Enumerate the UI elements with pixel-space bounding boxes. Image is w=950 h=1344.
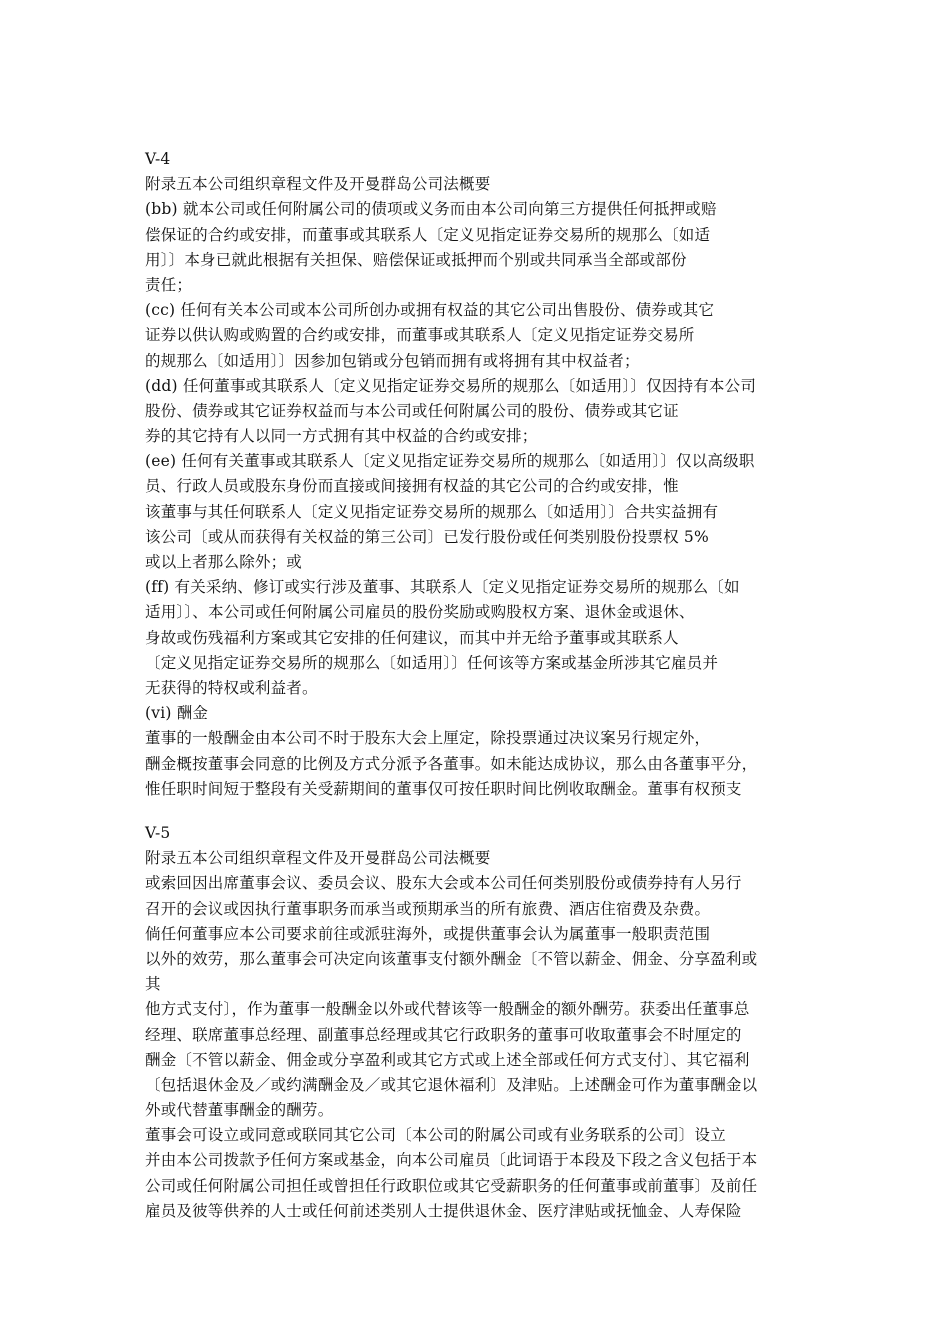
page-section-v4 (145, 147, 845, 802)
text-line: 倘任何董事应本公司要求前往或派驻海外，或提供董事会认为属董事一般职责范围 (145, 924, 711, 943)
text-line: 无获得的特权或利益者。 (145, 678, 318, 697)
text-line: 雇员及彼等供养的人士或任何前述类别人士提供退休金、医疗津贴或抚恤金、人寿保险 (145, 1201, 742, 1220)
text-line: 员、行政人员或股东身份而直接或间接拥有权益的其它公司的合约或安排，惟 (145, 477, 679, 496)
page-number: V-4 (145, 150, 171, 168)
text-line: 用〕〕本身已就此根据有关担保、赔偿保证或抵押而个别或共同承当全部或部份 (145, 250, 687, 269)
text-line: (ee) 任何有关董事或其联系人〔定义见指定证券交易所的规那么〔如适用〕〕仅以高级职 (145, 452, 755, 471)
text-line: 适用〕〕、本公司或任何附属公司雇员的股份奖励或购股权方案、退休金或退休、 (145, 603, 695, 622)
section-heading: (vi) 酬金 (145, 704, 209, 723)
text-line: 以外的效劳，那么董事会可决定向该董事支付额外酬金〔不管以薪金、佣金、分享盈利或 (145, 949, 758, 968)
text-line: 股份、债券或其它证券权益而与本公司或任何附属公司的股份、债券或其它证 (145, 401, 679, 420)
text-line: 该董事与其任何联系人〔定义见指定证券交易所的规那么〔如适用〕〕合共实益拥有 (145, 502, 719, 521)
text-line: 酬金〔不管以薪金、佣金或分享盈利或其它方式或上述全部或任何方式支付〕、其它福利 (145, 1050, 750, 1069)
text-line: (dd) 任何董事或其联系人〔定义见指定证券交易所的规那么〔如适用〕〕仅因持有本公司 (145, 376, 757, 395)
text-line: 偿保证的合约或安排，而董事或其联系人〔定义见指定证券交易所的规那么〔如适 (145, 225, 711, 244)
text-line: (bb) 就本公司或任何附属公司的债项或义务而由本公司向第三方提供任何抵押或赔 (145, 200, 717, 219)
text-line: 公司或任何附属公司担任或曾担任行政职位或其它受薪职务的任何董事或前董事〕及前任 (145, 1176, 758, 1195)
text-line: 董事的一般酬金由本公司不时于股东大会上厘定，除投票通过决议案另行规定外， (145, 729, 711, 748)
text-line: 并由本公司拨款予任何方案或基金，向本公司雇员〔此词语于本段及下段之含义包括于本 (145, 1151, 758, 1170)
appendix-header: 附录五本公司组织章程文件及开曼群岛公司法概要 (145, 175, 491, 194)
text-line: 经理、联席董事总经理、副董事总经理或其它行政职务的董事可收取董事会不时厘定的 (145, 1025, 742, 1044)
text-line: (cc) 任何有关本公司或本公司所创办或拥有权益的其它公司出售股份、债券或其它 (145, 301, 715, 320)
text-line: 惟任职时间短于整段有关受薪期间的董事仅可按任职时间比例收取酬金。董事有权预支 (145, 779, 742, 798)
page-section-v5 (145, 821, 845, 1224)
text-line: 券的其它持有人以同一方式拥有其中权益的合约或安排； (145, 427, 538, 446)
text-line: 该公司〔或从而获得有关权益的第三公司〕已发行股份或任何类别股份投票权 5% (145, 527, 709, 546)
text-line: 召开的会议或因执行董事职务而承当或预期承当的所有旅费、酒店住宿费及杂费。 (145, 899, 711, 918)
text-line: 酬金概按董事会同意的比例及方式分派予各董事。如未能达成协议，那么由各董事平分， (145, 754, 758, 773)
text-line: 责任； (145, 275, 193, 294)
text-line: 身故或伤残福利方案或其它安排的任何建议，而其中并无给予董事或其联系人 (145, 628, 679, 647)
text-line: 〔定义见指定证券交易所的规那么〔如适用〕〕任何该等方案或基金所涉其它雇员并 (145, 653, 719, 672)
page-number: V-5 (145, 824, 171, 842)
text-line: 或以上者那么除外；或 (145, 553, 303, 571)
appendix-header: 附录五本公司组织章程文件及开曼群岛公司法概要 (145, 849, 491, 868)
text-line: 〔包括退休金及／或约满酬金及／或其它退休福利〕及津贴。上述酬金可作为董事酬金以 (145, 1075, 758, 1094)
text-line: 外或代替董事酬金的酬劳。 (145, 1101, 334, 1120)
text-line: 证券以供认购或购置的合约或安排，而董事或其联系人〔定义见指定证券交易所 (145, 326, 695, 345)
text-line: 的规那么〔如适用〕〕因参加包销或分包销而拥有或将拥有其中权益者； (145, 351, 640, 370)
text-line: 或索回因出席董事会议、委员会议、股东大会或本公司任何类别股份或债券持有人另行 (145, 874, 742, 893)
text-line: (ff) 有关采纳、修订或实行涉及董事、其联系人〔定义见指定证券交易所的规那么〔如 (145, 578, 740, 597)
text-line: 其 (145, 975, 161, 994)
text-line: 董事会可设立或同意或联同其它公司〔本公司的附属公司或有业务联系的公司〕设立 (145, 1126, 726, 1145)
text-line: 他方式支付〕，作为董事一般酬金以外或代替该等一般酬金的额外酬劳。获委出任董事总 (145, 1000, 750, 1019)
